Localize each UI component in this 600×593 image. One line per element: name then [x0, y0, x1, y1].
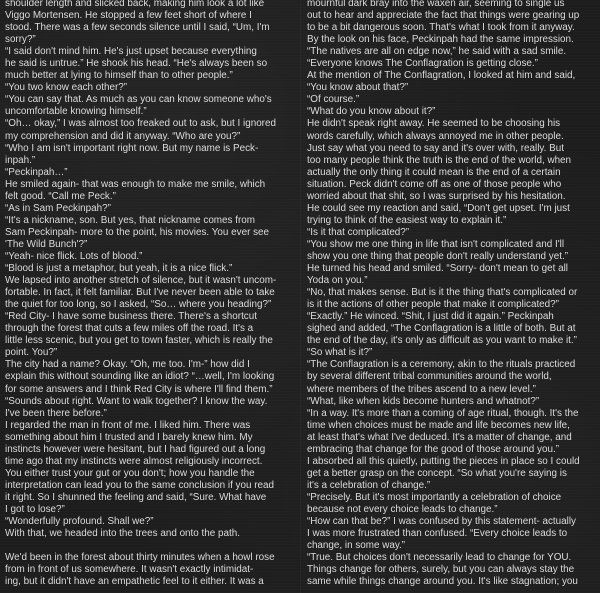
text-line: “You show me one thing in life that isn't complicated and I'll — [307, 238, 565, 250]
left-text-column — [5, 0, 295, 588]
text-line: sighed and added, “The Conflagration is a little of both. But at — [307, 323, 576, 335]
text-line: “You know about that?” — [307, 82, 409, 94]
text-line: “It's a nickname, son. But yes, that nickname comes from — [5, 214, 255, 226]
text-line: “No, that makes sense. But is it the thing that's complicated or — [307, 287, 578, 299]
text-line: fortable. In fact, it felt familiar. But I've never been able to take — [5, 287, 275, 299]
text-line: it right. So I shunned the feeling and said, “Sure. What have — [5, 491, 267, 503]
text-line: “The Conflagration is a ceremony, akin to the rituals practiced — [307, 359, 576, 371]
text-line: “Of course.” — [307, 94, 360, 106]
text-line: Yoda on you.” — [307, 275, 368, 287]
text-line: “Exactly.” He winced. “Shit, I just did it again.” Peckinpah — [307, 311, 554, 323]
text-line: We lapsed into another stretch of silence, but it wasn't uncom- — [5, 275, 277, 287]
text-line: from in front of us somewhere. It wasn't exactly intimidat- — [5, 564, 254, 576]
text-line: out to hear and appreciate the fact that things were gearing up — [307, 10, 580, 22]
text-line: “Blood is just a metaphor, but yeah, it is a nice flick.” — [5, 263, 233, 275]
text-line: Things change for others, surely, but you can always stay the — [307, 564, 575, 576]
text-line: “Sounds about right. Want to walk together? I know the way. — [5, 395, 268, 407]
text-line: embracing that change for the good of those around you.” — [307, 443, 559, 455]
text-line: You either trust your gut or you don't; how you handle the — [5, 467, 255, 479]
text-line: situation. Peck didn't come off as one of those people who — [307, 178, 562, 190]
text-line: words carefully, which always annoyed me in other people. — [307, 130, 564, 142]
text-line: He turned his head and smiled. “Sorry- don't mean to get all — [307, 263, 568, 275]
text-line: through the forest that cuts a few miles off the road. It's a — [5, 323, 254, 335]
page-gutter — [300, 0, 301, 593]
text-line: little less scenic, but you get to town faster, which is really the — [5, 335, 273, 347]
text-line: stood. There was a few seconds silence until I said, “Um, I'm — [5, 22, 270, 34]
text-line: worried about that shit, so I was surprised by his hesitation. — [307, 190, 566, 202]
text-line: “Everyone knows The Conflagration is getting close.” — [307, 58, 538, 70]
text-line: “I said don't mind him. He's just upset because everything — [5, 46, 257, 58]
text-line: “You can say that. As much as you can know someone who's — [5, 94, 272, 106]
text-line: “What, like when kids become hunters and whatnot?” — [307, 395, 540, 407]
text-line: for some answers and I think Red City is where I'll find them.” — [5, 383, 273, 395]
text-line: something about him I trusted and I barely knew him. My — [5, 431, 253, 443]
text-line: He didn't speak right away. He seemed to be choosing his — [307, 118, 561, 130]
text-line: At the mention of The Conflagration, I looked at him and said, — [307, 70, 576, 82]
text-line: “Precisely. But it's most importantly a celebration of choice — [307, 491, 562, 503]
text-line: He could see my reaction and said, “Don't get upset. I'm just — [307, 202, 570, 214]
text-line: mournful dark bray into the waxen air, seeming to single us — [307, 0, 565, 9]
text-line: The city had a name? Okay. “Oh, me too. I'm-” how did I — [5, 359, 250, 371]
text-line: We'd been in the forest about thirty minutes when a howl rose — [5, 552, 275, 564]
text-line: With that, we headed into the trees and onto the path. — [5, 528, 240, 540]
text-line: time when choices must be made and life becomes new life, — [307, 419, 570, 431]
text-line: “Yeah- nice flick. Lots of blood.” — [5, 250, 143, 262]
text-line: time ago that my instincts were almost religiously incorrect. — [5, 455, 263, 467]
text-line — [5, 540, 295, 552]
text-line: sorry?” — [5, 34, 36, 46]
text-line: “Red City- I have some business there. There's a shortcut — [5, 311, 257, 323]
text-line: to be a bit dangerous soon. That's what I took from it anyway. — [307, 22, 575, 34]
text-line: Sam Peckinpah- more to the point, his movies. You ever see — [5, 226, 270, 238]
text-line: my comprehension and did it anyway. “Who are you?” — [5, 130, 241, 142]
text-line: I regarded the man in front of me. I liked him. There was — [5, 419, 251, 431]
text-line: Just say what you need to say and it's over with, really. But — [307, 142, 564, 154]
text-line: actually the only thing it could mean is the end of a certain — [307, 166, 561, 178]
text-line: I absorbed all this quietly, putting the pieces in place so I could — [307, 455, 580, 467]
text-line: show you one thing that people don't really understand yet.” — [307, 250, 569, 262]
text-line: same while things change around you. It's like stagnation; you — [307, 576, 578, 588]
text-line: “Peckinpah…” — [5, 166, 68, 178]
text-line: the quiet for too long, so I asked, “So… where you heading?” — [5, 299, 272, 311]
text-line: I've been there before.” — [5, 407, 107, 419]
text-line: because not every choice leads to change.” — [307, 503, 498, 515]
text-line: it's a celebration of change.” — [307, 479, 431, 491]
text-line: “You two know each other?” — [5, 82, 128, 94]
text-line: point. You?” — [5, 347, 58, 359]
text-line: I was more frustrated than confused. “Every choice leads to — [307, 528, 568, 540]
text-line: inpah.” — [5, 154, 36, 166]
text-line: “The natives are all on edge now,” he said with a sad smile. — [307, 46, 567, 58]
text-line: “Wonderfully profound. Shall we?” — [5, 516, 154, 528]
text-line: trying to think of the easiest way to explain it.” — [307, 214, 507, 226]
text-line: “How can that be?” I was confused by this statement- actually — [307, 516, 576, 528]
text-line: where members of the tribes ascend to a new level.” — [307, 383, 536, 395]
text-line: he said is untrue.” He shook his head. “He's always been so — [5, 58, 268, 70]
text-line: change, in some way.” — [307, 540, 406, 552]
text-line: By the look on his face, Peckinpah had the same impression. — [307, 34, 574, 46]
text-line: explain this without sounding like an idiot? “…well, I'm looking — [5, 371, 275, 383]
text-line: instincts however were hesitant, but I had figured out a long — [5, 443, 266, 455]
text-line: 'The Wild Bunch'?” — [5, 238, 88, 250]
text-line: is it the actions of other people that make it complicated?” — [307, 299, 559, 311]
text-line: by several different tribal communities around the world, — [307, 371, 552, 383]
text-line: He smiled again- that was enough to make me smile, which — [5, 178, 266, 190]
text-line: at least that's what I've deduced. It's a matter of change, and — [307, 431, 572, 443]
text-line: “In a way. It's more than a coming of age ritual, though. It's the — [307, 407, 579, 419]
right-text-column — [307, 0, 597, 588]
text-line: “What do you know about it?” — [307, 106, 436, 118]
text-line: shoulder length and slicked back, making him look a lot like — [5, 0, 265, 9]
text-line: interpretation can lead you to the same conclusion if you read — [5, 479, 274, 491]
text-line: I got to lose?” — [5, 503, 65, 515]
text-line: “As in Sam Peckinpah?” — [5, 202, 111, 214]
text-line: “Oh… okay,” I was almost too freaked out to ask, but I ignored — [5, 118, 276, 130]
text-line: much better at lying to himself than to other people.” — [5, 70, 233, 82]
text-line: ing, but it didn't have an empathetic feel to it either. It was a — [5, 576, 264, 588]
text-line: “True. But choices don't necessarily lead to change for YOU. — [307, 552, 572, 564]
text-line: “So what is it?” — [307, 347, 373, 359]
text-line: the end of the day, it's only as difficult as you want to make it.” — [307, 335, 577, 347]
text-line: “Is it that complicated?” — [307, 226, 410, 238]
text-line: “Who I am isn't important right now. But my name is Peck- — [5, 142, 259, 154]
text-line: get a better grasp on the concept. “So what you're saying is — [307, 467, 567, 479]
text-line: Viggo Mortensen. He stopped a few feet short of where I — [5, 10, 252, 22]
text-line: uncomfortable knowing himself.” — [5, 106, 147, 118]
text-line: felt good. “Call me Peck.” — [5, 190, 116, 202]
text-line: too many people think the truth is the end of the world, when — [307, 154, 572, 166]
